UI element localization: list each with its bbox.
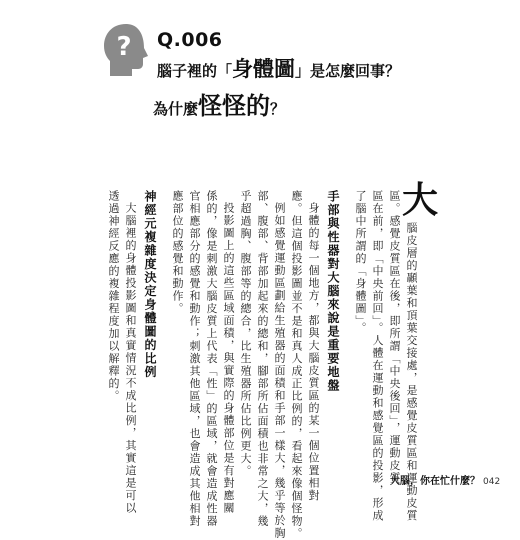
section1-line: 乎超過胸、腹部等的總合，比生殖器所佔比例更大。 xyxy=(239,190,252,478)
title-line-1 xyxy=(157,53,400,83)
section1-line: 係的，像是刺激大腦皮質上代表「性」的區域，就會造成性器 xyxy=(205,190,218,528)
title-line1-post: 」是怎麼回事？ xyxy=(295,62,401,80)
book-title: 大腦，你在忙什麼？ xyxy=(390,476,480,487)
question-number: Q.006 xyxy=(157,29,223,51)
section1-line: 應部位的感覺和動作。 xyxy=(171,190,184,315)
section1-line: 投影圖上的這些區域面積，與實際的身體部位是有對應關 xyxy=(222,202,235,515)
intro-line: 區。感覺皮質區在後，即所謂「中央後回」，運動皮質 xyxy=(388,190,401,485)
section-heading-1: 手部與性器對大腦來說是重要地盤 xyxy=(326,190,340,393)
drop-cap: 大 xyxy=(402,180,439,221)
section-heading-2: 神經元複雜度決定身體圖的比例 xyxy=(143,190,157,379)
title-line2-pre: 為什麼 xyxy=(153,100,199,118)
section2-line: 大腦裡的身體投影圖和真實情況不成比例，其實這是可以 xyxy=(124,202,137,515)
title-line2-post: ？ xyxy=(270,100,286,118)
section1-line: 官相應部分的感覺和動作；刺激其他區域，也會造成其他相對 xyxy=(188,190,201,528)
title-line1-emphasis: 身體圖 xyxy=(232,57,296,81)
head-question-icon xyxy=(100,20,152,80)
section1-line: 應。但這個投影圖並不是和真人成正比例的，看起來像個怪物。 xyxy=(290,190,303,540)
title-line1-pre: 腦子裡的「 xyxy=(157,62,233,80)
section1-line: 身體的每一個地方，都與大腦皮質區的某一個位置相對 xyxy=(307,202,320,502)
svg-text:?: ? xyxy=(116,32,132,62)
intro-line: 腦皮層的顳葉和頂葉交接處，是感覺皮質區和運動皮質 xyxy=(405,222,418,522)
intro-line: 了腦中所謂的「身體圖」。 xyxy=(354,190,367,335)
page-footer xyxy=(390,472,500,487)
title-line2-emphasis: 怪怪的 xyxy=(198,92,271,120)
page-number: 042 xyxy=(483,477,501,487)
section1-line: 部、腹部、背部加起來的總和，腳部所佔面積也非常之大，幾 xyxy=(256,190,269,528)
title-line-2 xyxy=(153,86,285,121)
intro-line: 區在前，即「中央前回」。人體在運動和感覺區的投影，形成 xyxy=(371,190,384,522)
section1-line: 例如感覺運動區劃給生殖器的面積和手部一樣大，幾乎等於胸 xyxy=(273,202,286,540)
section2-line: 透過神經反應的複雜程度加以解釋的。 xyxy=(107,190,120,403)
